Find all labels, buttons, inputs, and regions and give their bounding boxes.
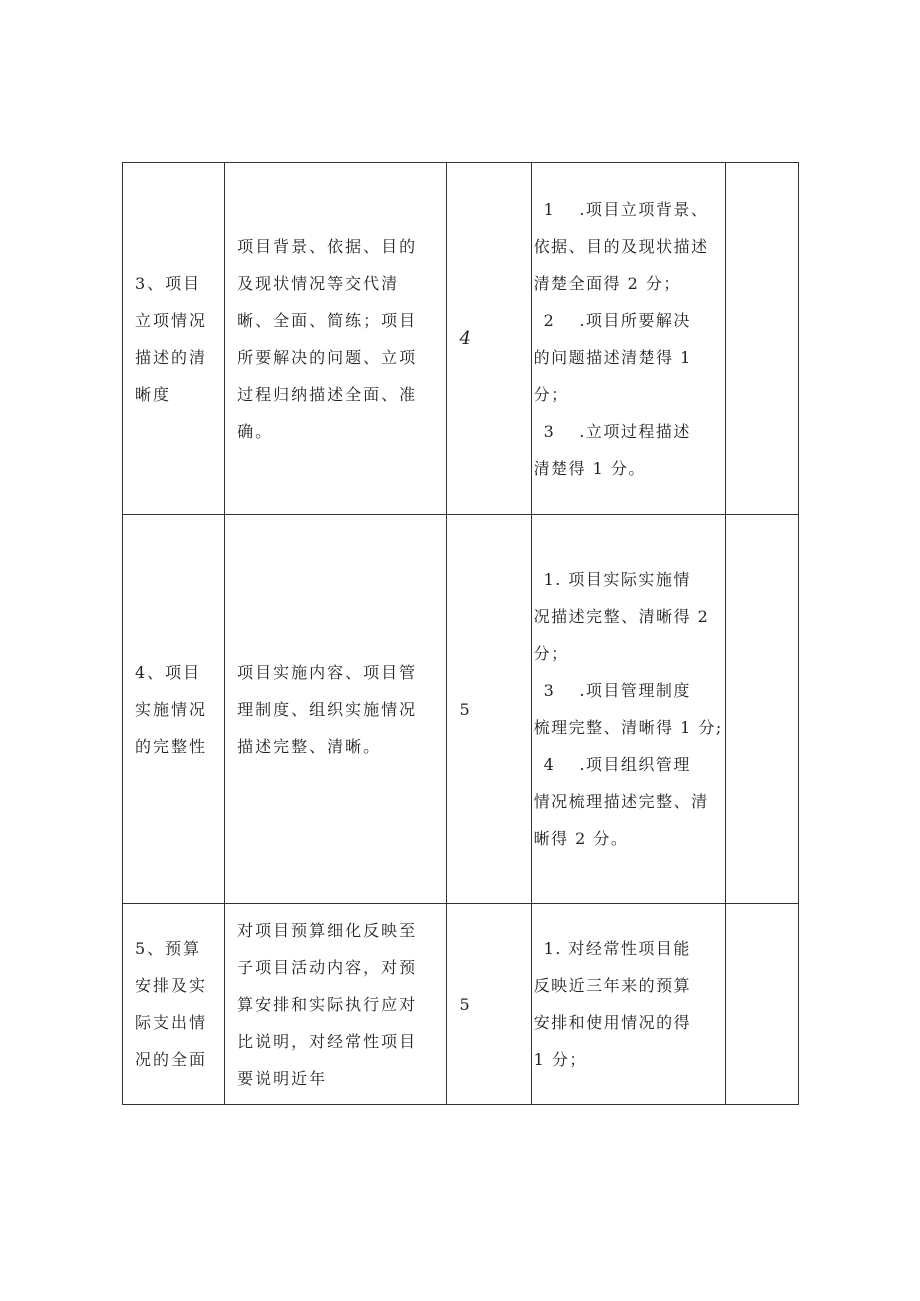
scoring-rule-cell: 1 .项目立项背景、 依据、目的及现状描述 清楚全面得 2 分； 2 .项目所要解决 的问题描述清楚得 1 分； 3 .立项过程描述 清楚得 1 分。 xyxy=(531,163,725,515)
remark-cell xyxy=(725,515,798,904)
score-value: 4 xyxy=(459,328,471,349)
scoring-rule-cell: 1. 项目实际实施情 况描述完整、清晰得 2 分； 3 .项目管理制度 梳理完整、清晰得 1 分; 4 .项目组织管理 情况梳理描述完整、清 晰得 2 分。 xyxy=(531,515,725,904)
score-cell xyxy=(447,163,531,515)
indicator-name-cell: 4、项目 实施情况 的完整性 xyxy=(123,515,225,904)
remark-cell xyxy=(725,163,798,515)
table-row xyxy=(123,515,799,904)
table-row xyxy=(123,163,799,515)
evaluation-table xyxy=(122,162,799,1105)
scoring-rule-cell: 1. 对经常性项目能 反映近三年来的预算 安排和使用情况的得 1 分； xyxy=(531,904,725,1105)
indicator-name-cell: 5、预算 安排及实 际支出情 况的全面 xyxy=(123,904,225,1105)
score-cell xyxy=(447,515,531,904)
requirement-cell: 项目背景、依据、目的 及现状情况等交代清 晰、全面、简练；项目 所要解决的问题、立项 过程归纳描述全面、准 确。 xyxy=(225,163,447,515)
score-cell xyxy=(447,904,531,1105)
score-value: 5 xyxy=(459,994,470,1014)
requirement-cell: 项目实施内容、项目管 理制度、组织实施情况 描述完整、清晰。 xyxy=(225,515,447,904)
remark-cell xyxy=(725,904,798,1105)
requirement-cell: 对项目预算细化反映至 子项目活动内容，对预 算安排和实际执行应对 比说明，对经常性项目 要说明近年 xyxy=(225,904,447,1105)
score-value: 5 xyxy=(459,699,470,719)
table-row xyxy=(123,904,799,1105)
indicator-name-cell: 3、项目 立项情况 描述的清 晰度 xyxy=(123,163,225,515)
